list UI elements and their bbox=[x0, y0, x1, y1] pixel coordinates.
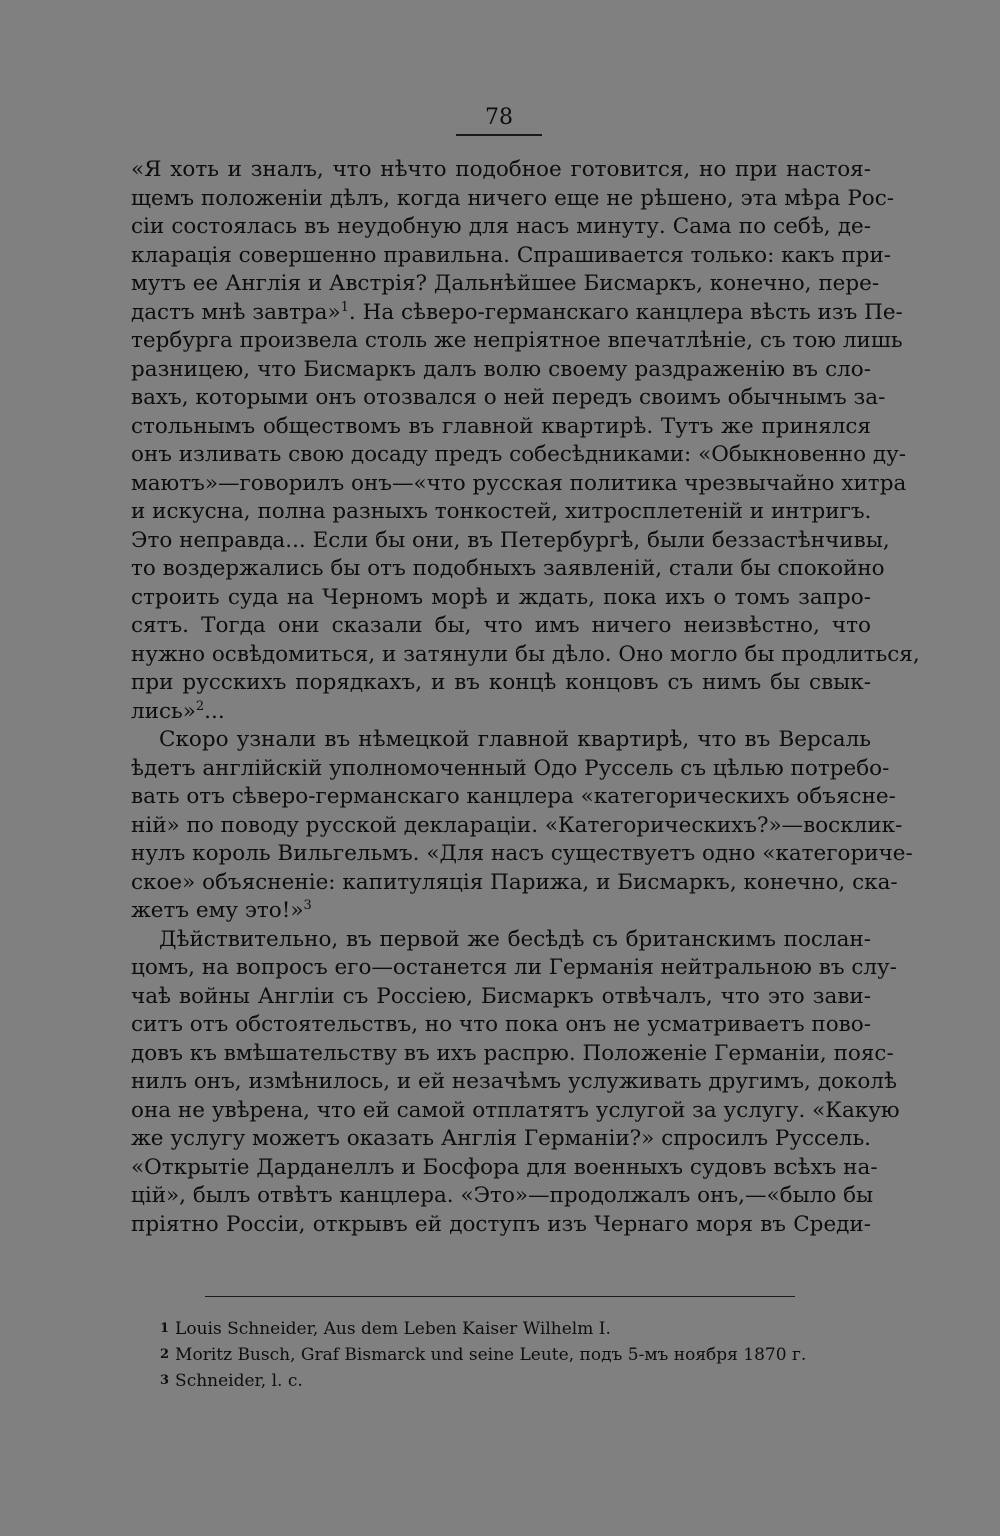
footnotes bbox=[160, 1316, 880, 1394]
text-line-content: щемъ положенiи дѣлъ, когда ничего еще не рѣшено, эта мѣра Рос- bbox=[131, 185, 895, 211]
text-line-content: тербурга произвела столь же непрiятное впечатлѣнiе, съ тою лишь bbox=[131, 328, 903, 353]
footnote-divider bbox=[205, 1296, 795, 1297]
text-line bbox=[131, 1068, 897, 1097]
footnote-number: 1 bbox=[160, 1321, 170, 1336]
text-line-content: мутъ ее Англiя и Австрiя? Дальнѣйшее Бисмаркъ, конечно, пере- bbox=[131, 271, 880, 296]
text-line-content: то воздержались бы отъ подобныхъ заявленiй, стали бы спокойно bbox=[131, 556, 885, 581]
footnote-text: Schneider, l. c. bbox=[175, 1371, 303, 1391]
text-line-content: нулъ король Вильгельмъ. «Для насъ существуетъ одно «категориче- bbox=[131, 841, 913, 866]
footnote bbox=[160, 1316, 880, 1342]
text-line-content: ѣдетъ англiйскiй уполномоченный Одо Руссель съ цѣлью потребо- bbox=[131, 755, 890, 781]
text-line bbox=[131, 755, 890, 784]
text-line-content: онъ изливать свою досаду предъ собесѣдниками: «Обыкновенно ду- bbox=[131, 442, 907, 467]
text-line-content: прiятно Россiи, открывъ ей доступъ изъ Чернаго моря въ Среди- bbox=[131, 1211, 871, 1237]
text-line bbox=[131, 698, 871, 727]
text-line-content: нужно освѣдомиться, и затянули бы дѣло. Оно могло бы продлиться, bbox=[131, 641, 920, 667]
text-line bbox=[131, 726, 871, 755]
text-line bbox=[131, 1011, 871, 1040]
text-line bbox=[131, 1097, 900, 1126]
footnote-number: 3 bbox=[160, 1373, 170, 1388]
footnote-ref: 3 bbox=[303, 897, 312, 913]
text-line bbox=[131, 327, 903, 356]
text-line-content: стольнымъ обществомъ въ главной квартирѣ. Тутъ же принялся bbox=[131, 413, 871, 439]
footnote bbox=[160, 1342, 880, 1368]
text-line-content: сятъ. Тогда они сказали бы, что имъ ничего неизвѣстно, что bbox=[131, 613, 871, 638]
text-line bbox=[131, 783, 896, 812]
text-line bbox=[131, 156, 871, 185]
text-line bbox=[131, 954, 897, 983]
footnote-ref: 1 bbox=[340, 299, 349, 315]
footnote-number: 2 bbox=[160, 1347, 170, 1362]
text-line-content: дастъ мнѣ завтра» bbox=[131, 299, 341, 325]
text-line bbox=[131, 1211, 871, 1240]
text-line bbox=[131, 612, 871, 641]
text-line-content: кларацiя совершенно правильна. Спрашивается только: какъ при- bbox=[131, 242, 892, 268]
footnote-ref: 2 bbox=[195, 698, 205, 714]
text-line-content: «Я хоть и зналъ, что нѣчто подобное готовится, но при настоя- bbox=[131, 157, 871, 182]
text-line bbox=[131, 926, 871, 955]
text-line-content: жетъ ему это!» bbox=[131, 898, 304, 923]
text-line-content: разницею, что Бисмаркъ далъ волю своему раздраженiю въ сло- bbox=[131, 356, 871, 382]
text-line bbox=[131, 527, 890, 556]
text-line-content: лись» bbox=[131, 698, 196, 724]
text-line bbox=[131, 1125, 871, 1154]
text-line bbox=[131, 983, 871, 1012]
text-line-content: нiй» по поводу русской декларацiи. «Категорическихъ?»—восклик- bbox=[131, 812, 903, 838]
page-number: 78 bbox=[456, 104, 542, 136]
text-line-tail: ... bbox=[204, 698, 225, 724]
text-line-content: же услугу можетъ оказать Англiя Германiи?» спросилъ Руссель. bbox=[131, 1126, 871, 1151]
text-line-content: она не увѣрена, что ей самой отплатятъ услугой за услугу. «Какую bbox=[131, 1097, 900, 1123]
text-line bbox=[131, 840, 913, 869]
text-line bbox=[131, 869, 898, 898]
text-line bbox=[131, 897, 871, 926]
text-line bbox=[131, 1182, 874, 1211]
text-line-content: нилъ онъ, измѣнилось, и ей незачѣмъ услуживать другимъ, доколѣ bbox=[131, 1069, 897, 1094]
footnote bbox=[160, 1368, 880, 1394]
text-line bbox=[131, 356, 871, 385]
text-line bbox=[131, 669, 871, 698]
text-line bbox=[131, 242, 892, 271]
text-line bbox=[131, 213, 871, 242]
text-line bbox=[131, 555, 885, 584]
text-line-content: вать отъ сѣверо-германскаго канцлера «категорическихъ объясне- bbox=[131, 784, 896, 809]
text-line-content: ское» объясненiе: капитуляцiя Парижа, и Бисмаркъ, конечно, ска- bbox=[131, 869, 898, 895]
text-line-content: цомъ, на вопросъ его—останется ли Германiя нейтральною въ слу- bbox=[131, 955, 897, 980]
text-line bbox=[131, 812, 903, 841]
text-line bbox=[131, 1040, 894, 1069]
text-line-content: вахъ, которыми онъ отозвался о ней передъ своимъ обычнымъ за- bbox=[131, 385, 886, 410]
footnote-text: Louis Schneider, Aus dem Leben Kaiser Wilhelm I. bbox=[175, 1319, 611, 1339]
text-line-content: «Открытiе Дарданеллъ и Босфора для военныхъ судовъ всѣхъ на- bbox=[131, 1154, 878, 1180]
text-line bbox=[131, 299, 903, 328]
text-line-content: Дѣйствительно, въ первой же бесѣдѣ съ британскимъ послан- bbox=[159, 926, 871, 952]
text-line bbox=[131, 470, 907, 499]
text-line bbox=[131, 1154, 878, 1183]
text-line bbox=[131, 441, 907, 470]
footnote-text: Moritz Busch, Graf Bismarck und seine Leute, подъ 5-мъ ноября 1870 г. bbox=[175, 1345, 807, 1365]
text-line-content: ситъ отъ обстоятельствъ, но что пока онъ не усматриваетъ пово- bbox=[131, 1012, 871, 1037]
text-line-content: строить суда на Черномъ морѣ и ждать, пока ихъ о томъ запро- bbox=[131, 584, 871, 610]
text-line bbox=[131, 584, 871, 613]
text-line bbox=[131, 413, 871, 442]
text-line-content: цiй», былъ отвѣтъ канцлера. «Это»—продолжалъ онъ,—«было бы bbox=[131, 1183, 874, 1208]
text-line bbox=[131, 498, 871, 527]
text-line bbox=[131, 185, 895, 214]
text-line bbox=[131, 641, 920, 670]
text-line-content: маютъ»—говорилъ онъ—«что русская политика чрезвычайно хитра bbox=[131, 470, 907, 496]
text-line-content: и искусна, полна разныхъ тонкостей, хитросплетенiй и интригъ. bbox=[131, 499, 872, 524]
text-line-content: чаѣ войны Англiи съ Россiею, Бисмаркъ отвѣчалъ, что это зави- bbox=[131, 983, 871, 1009]
body-text bbox=[131, 156, 920, 1239]
text-line-content: Скоро узнали въ нѣмецкой главной квартирѣ, что въ Версаль bbox=[159, 727, 871, 752]
text-line-content: Это неправда... Если бы они, въ Петербургѣ, были беззастѣнчивы, bbox=[131, 527, 890, 553]
text-line-content: довъ къ вмѣшательству въ ихъ распрю. Положенiе Германiи, пояс- bbox=[131, 1040, 894, 1066]
text-line-content: при русскихъ порядкахъ, и въ концѣ концовъ съ нимъ бы свык- bbox=[131, 670, 871, 695]
text-line bbox=[131, 270, 880, 299]
text-line-tail: . На сѣверо-германскаго канцлера вѣсть изъ Пе- bbox=[348, 299, 903, 325]
text-line-content: сiи состоялась въ неудобную для насъ минуту. Сама по себѣ, де- bbox=[131, 214, 871, 239]
text-line bbox=[131, 384, 886, 413]
